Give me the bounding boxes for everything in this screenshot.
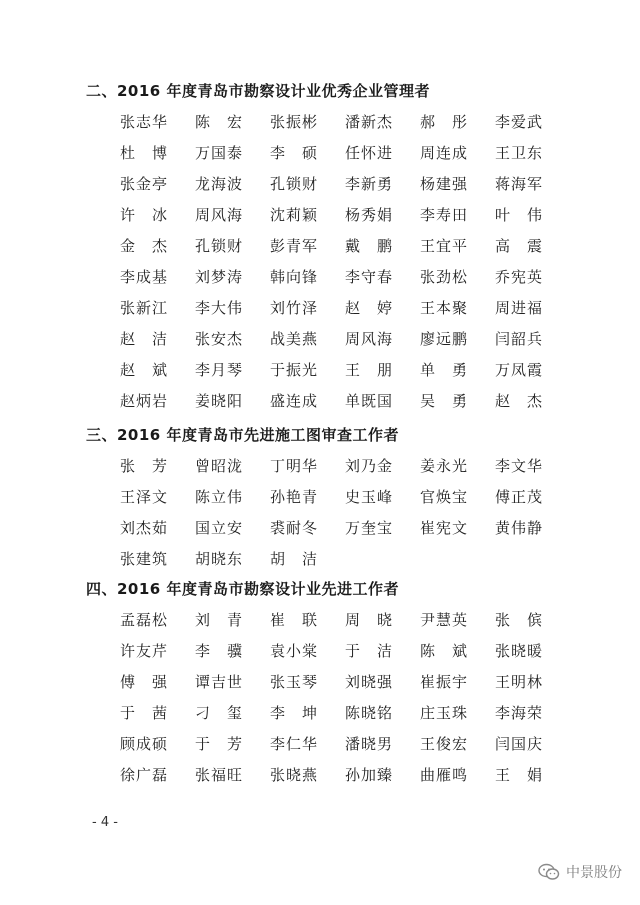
person-name: 周风海 (195, 206, 244, 224)
person-name: 姜晓阳 (195, 392, 244, 410)
person-name: 彭青军 (270, 237, 319, 255)
person-name: 王 朋 (345, 361, 394, 379)
person-name: 张金亭 (120, 175, 169, 193)
person-name: 王本聚 (420, 299, 469, 317)
person-name: 李大伟 (195, 299, 244, 317)
person-name: 胡 洁 (270, 550, 319, 568)
person-name: 李寿田 (420, 206, 469, 224)
person-name: 刘竹泽 (270, 299, 319, 317)
person-name: 李爱武 (495, 113, 544, 131)
person-name: 张建筑 (120, 550, 169, 568)
page-number: - 4 - (92, 815, 118, 830)
person-name: 廖远鹏 (420, 330, 469, 348)
person-name: 张玉琴 (270, 673, 319, 691)
person-name: 闫韶兵 (495, 330, 544, 348)
person-name: 于 洁 (345, 642, 394, 660)
section-title: 三、2016 年度青岛市先进施工图审查工作者 (86, 426, 399, 444)
person-name: 孙加臻 (345, 766, 394, 784)
person-name: 刘梦涛 (195, 268, 244, 286)
person-name: 徐广磊 (120, 766, 169, 784)
section-title: 四、2016 年度青岛市勘察设计业先进工作者 (86, 580, 399, 598)
person-name: 顾成硕 (120, 735, 169, 753)
person-name: 李 骥 (195, 642, 244, 660)
person-name: 尹慧英 (420, 611, 469, 629)
name-grid (120, 112, 570, 422)
person-name: 刘 青 (195, 611, 244, 629)
person-name: 赵 斌 (120, 361, 169, 379)
person-name: 周进福 (495, 299, 544, 317)
person-name: 王泽文 (120, 488, 169, 506)
person-name: 陈晓铭 (345, 704, 394, 722)
watermark-text: 中景股份 (566, 865, 622, 881)
person-name: 胡晓东 (195, 550, 244, 568)
person-name: 崔 联 (270, 611, 319, 629)
person-name: 李文华 (495, 457, 544, 475)
person-name: 陈 宏 (195, 113, 244, 131)
person-name: 李海荣 (495, 704, 544, 722)
person-name: 王卫东 (495, 144, 544, 162)
person-name: 张振彬 (270, 113, 319, 131)
person-name: 张新江 (120, 299, 169, 317)
person-name: 戴 鹏 (345, 237, 394, 255)
person-name: 张晓燕 (270, 766, 319, 784)
person-name: 许友芹 (120, 642, 169, 660)
name-grid (120, 456, 570, 580)
person-name: 乔宪英 (495, 268, 544, 286)
person-name: 裘耐冬 (270, 519, 319, 537)
person-name: 龙海波 (195, 175, 244, 193)
person-name: 刘杰茹 (120, 519, 169, 537)
person-name: 黄伟静 (495, 519, 544, 537)
person-name: 赵 洁 (120, 330, 169, 348)
watermark (538, 862, 622, 882)
person-name: 单 勇 (420, 361, 469, 379)
person-name: 陈立伟 (195, 488, 244, 506)
person-name: 陈 斌 (420, 642, 469, 660)
person-name: 傅 强 (120, 673, 169, 691)
name-grid (120, 610, 570, 796)
person-name: 王宜平 (420, 237, 469, 255)
person-name: 刁 玺 (195, 704, 244, 722)
person-name: 于 茜 (120, 704, 169, 722)
person-name: 姜永光 (420, 457, 469, 475)
person-name: 于 芳 (195, 735, 244, 753)
person-name: 张安杰 (195, 330, 244, 348)
person-name: 郝 彤 (420, 113, 469, 131)
person-name: 孔锁财 (270, 175, 319, 193)
person-name: 孙艳青 (270, 488, 319, 506)
person-name: 许 冰 (120, 206, 169, 224)
person-name: 王 娟 (495, 766, 544, 784)
person-name: 赵炳岩 (120, 392, 169, 410)
person-name: 杨秀娟 (345, 206, 394, 224)
person-name: 高 震 (495, 237, 544, 255)
wechat-icon (538, 863, 560, 881)
person-name: 吴 勇 (420, 392, 469, 410)
person-name: 崔振宇 (420, 673, 469, 691)
person-name: 于振光 (270, 361, 319, 379)
person-name: 李月琴 (195, 361, 244, 379)
person-name: 孟磊松 (120, 611, 169, 629)
person-name: 叶 伟 (495, 206, 544, 224)
person-name: 周风海 (345, 330, 394, 348)
person-name: 周连成 (420, 144, 469, 162)
person-name: 张福旺 (195, 766, 244, 784)
person-name: 李 硕 (270, 144, 319, 162)
person-name: 王俊宏 (420, 735, 469, 753)
person-name: 李新勇 (345, 175, 394, 193)
person-name: 闫国庆 (495, 735, 544, 753)
person-name: 丁明华 (270, 457, 319, 475)
person-name: 国立安 (195, 519, 244, 537)
person-name: 庄玉珠 (420, 704, 469, 722)
person-name: 官焕宝 (420, 488, 469, 506)
person-name: 潘晓男 (345, 735, 394, 753)
person-name: 金 杰 (120, 237, 169, 255)
person-name: 张志华 (120, 113, 169, 131)
person-name: 张晓暖 (495, 642, 544, 660)
person-name: 赵 杰 (495, 392, 544, 410)
person-name: 谭吉世 (195, 673, 244, 691)
person-name: 史玉峰 (345, 488, 394, 506)
person-name: 曾昭泷 (195, 457, 244, 475)
person-name: 万凤霞 (495, 361, 544, 379)
person-name: 潘新杰 (345, 113, 394, 131)
section-title: 二、2016 年度青岛市勘察设计业优秀企业管理者 (86, 82, 430, 100)
person-name: 曲雁鸣 (420, 766, 469, 784)
person-name: 刘乃金 (345, 457, 394, 475)
person-name: 战美燕 (270, 330, 319, 348)
person-name: 蒋海军 (495, 175, 544, 193)
person-name: 单既国 (345, 392, 394, 410)
person-name: 崔宪文 (420, 519, 469, 537)
person-name: 张 芳 (120, 457, 169, 475)
person-name: 沈莉颖 (270, 206, 319, 224)
person-name: 杜 博 (120, 144, 169, 162)
person-name: 刘晓强 (345, 673, 394, 691)
person-name: 李仁华 (270, 735, 319, 753)
person-name: 万国泰 (195, 144, 244, 162)
person-name: 李成基 (120, 268, 169, 286)
person-name: 周 晓 (345, 611, 394, 629)
person-name: 赵 婷 (345, 299, 394, 317)
person-name: 万奎宝 (345, 519, 394, 537)
person-name: 任怀进 (345, 144, 394, 162)
person-name: 孔锁财 (195, 237, 244, 255)
person-name: 李 坤 (270, 704, 319, 722)
person-name: 张 傧 (495, 611, 544, 629)
person-name: 袁小棠 (270, 642, 319, 660)
person-name: 傅正茂 (495, 488, 544, 506)
person-name: 张劲松 (420, 268, 469, 286)
person-name: 韩向锋 (270, 268, 319, 286)
person-name: 杨建强 (420, 175, 469, 193)
person-name: 李守春 (345, 268, 394, 286)
person-name: 王明林 (495, 673, 544, 691)
person-name: 盛连成 (270, 392, 319, 410)
